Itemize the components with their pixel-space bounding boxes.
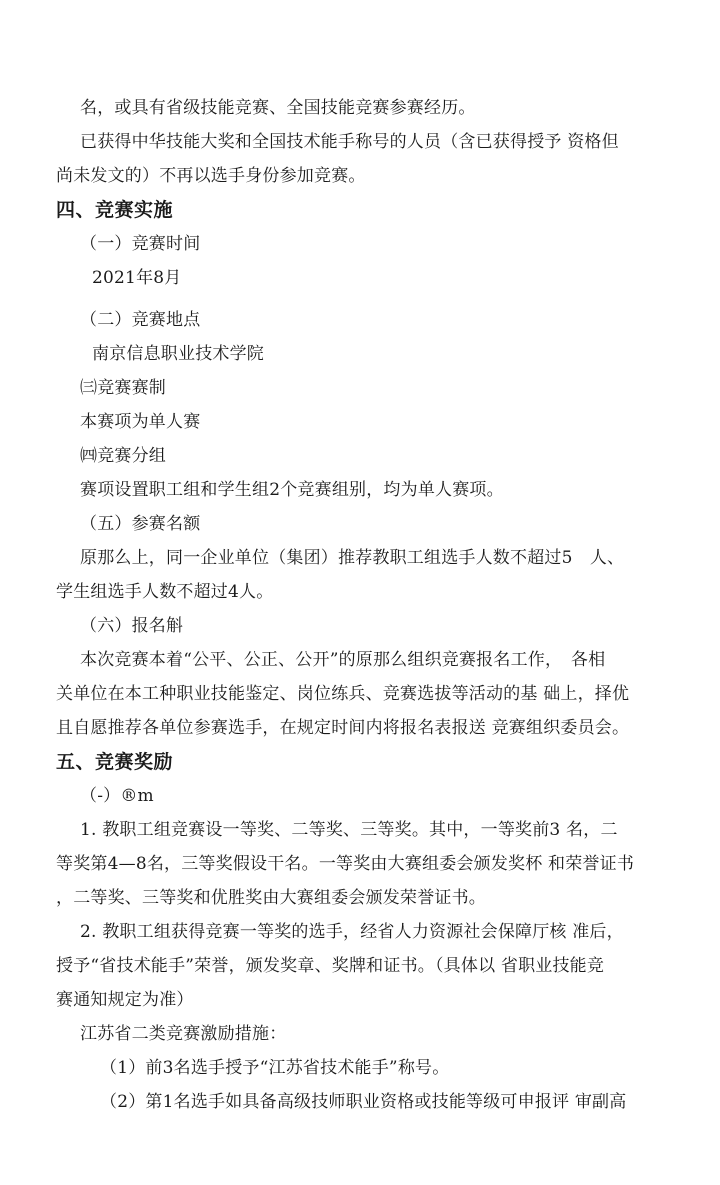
list-item: （2）第1名选手如具备高级技师职业资格或技能等级可申报评 审副高 xyxy=(100,1092,627,1112)
paragraph-line: 2. 教职工组获得竞赛一等奖的选手，经省人力资源社会保障厅核 准后， xyxy=(80,922,624,942)
paragraph-line: 南京信息职业技术学院 xyxy=(92,344,264,364)
subsection-heading: （二）竞赛地点 xyxy=(80,310,201,330)
paragraph-line: 学生组选手人数不超过4人。 xyxy=(56,582,274,602)
paragraph-line: 名，或具有省级技能竞赛、全国技能竞赛参赛经历。 xyxy=(80,98,476,118)
subsection-heading: ㈢竞赛赛制 xyxy=(80,378,166,398)
paragraph-line: 赛通知规定为准） xyxy=(56,990,194,1010)
paragraph-line: 且自愿推荐各单位参赛选手，在规定时间内将报名表报送 竞赛组织委员会。 xyxy=(56,718,630,738)
paragraph-line: 本次竞赛本着“公平、公正、公开”的原那么组织竞赛报名工作， 各相 xyxy=(80,650,606,670)
paragraph-line: 2021年8月 xyxy=(92,268,182,288)
paragraph-line: 1. 教职工组竞赛设一等奖、二等奖、三等奖。其中，一等奖前3 名，二 xyxy=(80,820,618,840)
paragraph-line: 授予“省技术能手”荣誉，颁发奖章、奖牌和证书。（具体以 省职业技能竞 xyxy=(56,956,605,976)
paragraph-line: 原那么上，同一企业单位（集团）推荐教职工组选手人数不超过5 人、 xyxy=(80,548,625,568)
paragraph-line: 等奖第4—8名，三等奖假设干名。一等奖由大赛组委会颁发奖杯 和荣誉证书 xyxy=(56,854,635,874)
paragraph-line: 尚未发文的）不再以选手身份参加竞赛。 xyxy=(56,166,366,186)
section-heading: 四、竞赛实施 xyxy=(56,199,174,221)
list-item: （1）前3名选手授予“江苏省技术能手”称号。 xyxy=(100,1058,450,1078)
paragraph-line: 关单位在本工种职业技能鉴定、岗位练兵、竞赛选拔等活动的基 础上，择优 xyxy=(56,684,630,704)
paragraph-line: 已获得中华技能大奖和全国技术能手称号的人员（含已获得授予 资格但 xyxy=(80,132,619,152)
paragraph-line: 本赛项为单人赛 xyxy=(80,412,201,432)
subsection-heading: ㈣竞赛分组 xyxy=(80,446,166,466)
paragraph-line: 赛项设置职工组和学生组2个竞赛组别，均为单人赛项。 xyxy=(80,480,504,500)
paragraph-line: ，二等奖、三等奖和优胜奖由大赛组委会颁发荣誉证书。 xyxy=(56,888,486,908)
paragraph-line: 江苏省二类竞赛激励措施： xyxy=(80,1024,287,1044)
section-heading: 五、竞赛奖励 xyxy=(56,751,174,773)
subsection-heading: （-）®m xyxy=(80,786,154,806)
subsection-heading: （六）报名斛 xyxy=(80,616,184,636)
subsection-heading: （一）竞赛时间 xyxy=(80,234,201,254)
subsection-heading: （五）参赛名额 xyxy=(80,514,201,534)
